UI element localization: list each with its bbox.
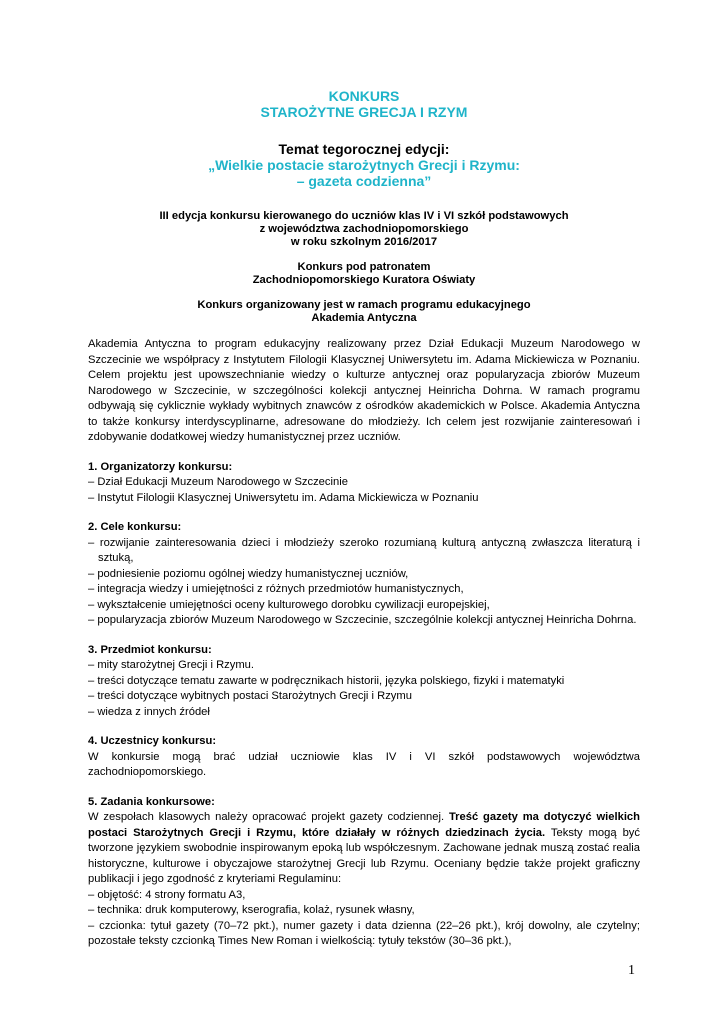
section-text: W konkursie mogą brać udział uczniowie klas IV i VI szkół podstawowych województwa zachodniopomorskiego.: [88, 750, 640, 778]
list-item: – objętość: 4 strony formatu A3,: [88, 888, 246, 901]
topic-line-2: – gazeta codzienna”: [296, 173, 432, 189]
list-item: – wiedza z innych źródeł: [88, 705, 210, 718]
text-emphasis: Treść gazety ma dotyczyć wielkich postaci Starożytnych Grecji i Rzymu, które działały w różnych dziedzinach życia.: [88, 811, 640, 839]
section-goals: [88, 520, 640, 629]
list-item: – rozwijanie zainteresowania dzieci i młodzieży szeroko rozumianą kulturą antyczną zwłaszcza literaturą i sztuką,: [88, 536, 640, 564]
list-item: – wykształcenie umiejętności oceny kulturowego dorobku cywilizacji europejskiej,: [88, 598, 490, 611]
list-item: – technika: druk komputerowy, kserografia, kolaż, rysunek własny,: [88, 904, 415, 916]
program-info: [88, 299, 640, 325]
list-item: – mity starożytnej Grecji i Rzymu.: [88, 659, 254, 671]
section-heading: 1. Organizatorzy konkursu:: [88, 460, 233, 473]
list-item: – Instytut Filologii Klasycznej Uniwersytetu im. Adama Mickiewicza w Poznaniu: [88, 491, 479, 504]
patronage-line-1: Konkurs pod patronatem: [297, 261, 431, 273]
section-heading: 3. Przedmiot konkursu:: [88, 643, 212, 656]
edition-line-1: III edycja konkursu kierowanego do uczniów klas IV i VI szkół podstawowych: [159, 210, 569, 222]
section-participants: [88, 734, 640, 781]
text-intro: W zespołach klasowych należy opracować projekt gazety codziennej.: [88, 811, 449, 823]
patronage-line-2: Zachodniopomorskiego Kuratora Oświaty: [252, 274, 476, 286]
edition-info: [88, 210, 640, 249]
section-heading: 5. Zadania konkursowe:: [88, 795, 215, 808]
document-page: [88, 88, 640, 950]
list-item: – popularyzacja zbiorów Muzeum Narodowego w Szczecinie, szczególnie kolekcji antycznej Heinricha Dohrna.: [88, 614, 637, 626]
section-heading: 4. Uczestnicy konkursu:: [88, 735, 217, 747]
edition-line-3: w roku szkolnym 2016/2017: [290, 236, 438, 248]
list-item: – czcionka: tytuł gazety (70–72 pkt.), numer gazety i data dzienna (22–26 pkt.), krój dowolny, ale czytelny; pozostałe teksty czcionką Times New Roman i wielkością: tytuły tekstów (30–36 pkt.),: [88, 919, 640, 947]
document-header: [88, 88, 640, 189]
section-subject: [88, 643, 640, 721]
list-item: – integracja wiedzy i umiejętności z różnych przedmiotów humanistycznych,: [88, 583, 464, 595]
section-text: [88, 810, 640, 888]
page-number: 1: [628, 963, 635, 978]
text-rest: Teksty mogą być tworzone językiem swobodnie inspirowanym epoką lub współczesnym. Zachowane jednak muszą zostać realia historyczne, kulturowe i obyczajowe starożytnej Grecji lub Rzymu. Oceniany będzie także projekt graficzny publikacji i jego zgodność z kryteriami Regulaminu:: [88, 826, 640, 885]
section-heading: 2. Cele konkursu:: [88, 521, 182, 533]
program-line-2: Akademia Antyczna: [311, 312, 417, 324]
list-item: – treści dotyczące wybitnych postaci Starożytnych Grecji i Rzymu: [88, 690, 412, 702]
program-line-1: Konkurs organizowany jest w ramach programu edukacyjnego: [197, 299, 531, 311]
contest-title: KONKURS: [328, 88, 400, 104]
list-item: – podniesienie poziomu ogólnej wiedzy humanistycznej uczniów,: [88, 567, 409, 580]
section-organizers: [88, 460, 640, 507]
list-item: – treści dotyczące tematu zawarte w podręcznikach historii, języka polskiego, fizyki i matematyki: [88, 674, 565, 687]
intro-paragraph: Akademia Antyczna to program edukacyjny realizowany przez Dział Edukacji Muzeum Narodowego w Szczecinie we współpracy z Instytutem Filologii Klasycznej Uniwersytetu im. Adama Mickiewicza w Poznaniu. Celem projektu jest upowszechnianie wiedzy o kulturze antycznej oraz popularyzacja zbiorów Muzeum Narodowego w Szczecinie, w szczególności kolekcji antycznej Heinricha Dohrna. W ramach programu odbywają się cyklicznie wykłady wybitnych znawców z ośrodków akademickich w Polsce. Akademia Antyczna to także konkursy interdyscyplinarne, adresowane do młodzieży. Ich celem jest rozwijanie zainteresowań i zdobywanie dodatkowej wiedzy humanistycznej przez uczniów.: [88, 338, 640, 443]
section-tasks: [88, 795, 640, 950]
topic-line-1: „Wielkie postacie starożytnych Grecji i Rzymu:: [208, 157, 520, 173]
edition-line-2: z województwa zachodniopomorskiego: [259, 223, 469, 235]
patronage-info: [88, 261, 640, 287]
list-item: – Dział Edukacji Muzeum Narodowego w Szczecinie: [88, 476, 348, 488]
topic-label: Temat tegorocznej edycji:: [278, 141, 450, 157]
contest-subtitle: STAROŻYTNE GRECJA I RZYM: [260, 104, 468, 120]
